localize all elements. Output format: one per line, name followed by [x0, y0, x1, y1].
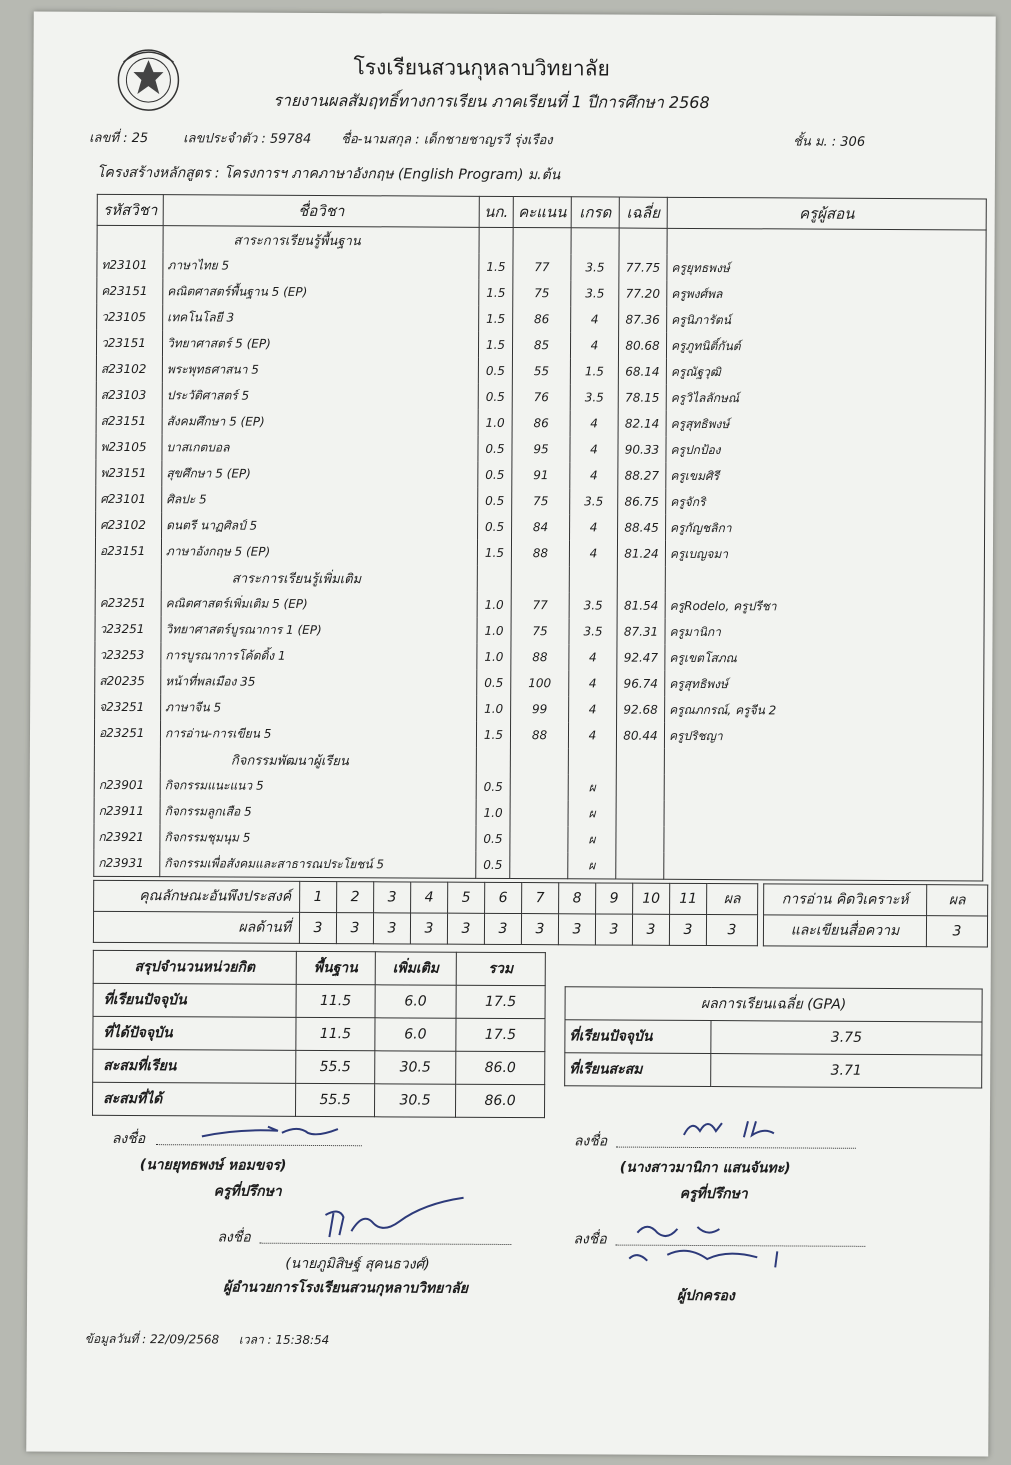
gpa-current-value: 3.75 — [711, 1021, 982, 1055]
cell-code: ก23921 — [94, 824, 160, 850]
cell-score: 86 — [512, 410, 570, 436]
empty-cell — [664, 749, 983, 777]
cell-avg: 88.45 — [618, 515, 666, 541]
gpa-table — [564, 986, 983, 1088]
cell-score — [510, 826, 568, 852]
cell-credit: 1.0 — [477, 592, 511, 618]
report-title: รายงานผลสัมฤทธิ์ทางการเรียน ภาคเรียนที่ 1 ปีการศึกษา 2568 — [273, 90, 710, 113]
cell-grade: 4 — [569, 644, 617, 670]
credits-value: 30.5 — [374, 1084, 455, 1117]
cell-grade: 3.5 — [569, 592, 617, 618]
cell-name: กิจกรรมลูกเสือ 5 — [160, 798, 476, 826]
cell-name: เทคโนโลยี 3 — [163, 304, 479, 332]
report-card-paper — [26, 11, 996, 1456]
cell-credit: 0.5 — [478, 436, 512, 462]
reading-result: 3 — [926, 916, 987, 947]
cell-name: ประวัติศาสตร์ 5 — [162, 382, 478, 410]
parent-role: ผู้ปกครอง — [677, 1287, 735, 1305]
cell-teacher — [664, 801, 983, 829]
sign-label-director: ลงชื่อ — [217, 1229, 251, 1246]
student-id: เลขประจำตัว : 59784 — [183, 131, 312, 147]
footer-time: เวลา : 15:38:54 — [238, 1332, 330, 1348]
empty-cell — [94, 746, 160, 772]
cell-name: วิทยาศาสตร์ 5 (EP) — [162, 330, 478, 358]
cell-name: กิจกรรมชุมนุม 5 — [160, 824, 476, 852]
cell-credit: 1.5 — [479, 280, 513, 306]
credits-value: 55.5 — [296, 1050, 375, 1083]
cell-avg: 81.54 — [617, 593, 665, 619]
cell-score: 88 — [511, 644, 569, 670]
empty-cell — [619, 228, 667, 255]
cell-grade: 4 — [569, 540, 617, 566]
cell-grade: ผ — [568, 774, 616, 800]
school-name: โรงเรียนสวนกุหลาบวิทยาลัย — [353, 55, 610, 81]
right-advisor-role: ครูที่ปรึกษา — [679, 1185, 748, 1203]
reading-label-line2: และเขียนสื่อความ — [763, 915, 926, 947]
grades-table-header — [97, 194, 986, 230]
cell-score: 76 — [512, 384, 570, 410]
cell-teacher: ครูสุทธิพงษ์ — [665, 671, 984, 699]
section-title: กิจกรรมพัฒนาผู้เรียน — [160, 746, 476, 774]
grades-header-cell: ชื่อวิชา — [163, 195, 479, 228]
credits-value: 17.5 — [456, 1018, 545, 1051]
grades-header-cell: รหัสวิชา — [97, 194, 163, 225]
cell-score: 88 — [511, 540, 569, 566]
gpa-cumulative-label: ที่เรียนสะสม — [565, 1053, 711, 1087]
cell-grade: 3.5 — [570, 384, 618, 410]
cell-code: ว23151 — [96, 330, 162, 356]
cell-score: 55 — [512, 358, 570, 384]
cell-name: กิจกรรมแนะแนว 5 — [160, 772, 476, 800]
cell-credit: 1.0 — [478, 410, 512, 436]
credits-value: 11.5 — [296, 1017, 375, 1050]
cell-credit: 0.5 — [478, 358, 512, 384]
cell-avg: 88.27 — [618, 463, 666, 489]
gpa-title: ผลการเรียนเฉลี่ย (GPA) — [565, 987, 982, 1022]
cell-name: สังคมศึกษา 5 (EP) — [162, 408, 478, 436]
cell-score: 88 — [510, 722, 568, 748]
empty-cell — [95, 564, 161, 590]
empty-cell — [571, 228, 619, 255]
cell-score: 77 — [513, 254, 571, 280]
credits-summary-table — [92, 950, 546, 1118]
cell-teacher: ครูปกป้อง — [666, 437, 985, 465]
characteristic-number: 11 — [670, 883, 707, 914]
sign-label-parent: ลงชื่อ — [573, 1231, 607, 1248]
cell-code: ก23911 — [94, 798, 160, 824]
cell-grade: 4 — [569, 670, 617, 696]
characteristic-result: 3 — [595, 914, 632, 945]
cell-code: ส23151 — [96, 408, 162, 434]
cell-code: อ23251 — [94, 720, 160, 746]
characteristic-number: 9 — [596, 883, 633, 914]
cell-credit: 0.5 — [478, 488, 512, 514]
section-title: สาระการเรียนรู้เพิ่มเติม — [161, 564, 477, 592]
cell-credit: 0.5 — [476, 826, 510, 852]
cell-teacher: ครูเขมศิรี — [666, 463, 985, 491]
cell-avg: 92.47 — [617, 645, 665, 671]
cell-name: คณิตศาสตร์พื้นฐาน 5 (EP) — [163, 278, 479, 306]
credits-row — [92, 1082, 544, 1117]
cell-avg: 80.44 — [616, 723, 664, 749]
cell-avg: 87.31 — [617, 619, 665, 645]
characteristics-summary: 3 — [706, 915, 757, 946]
cell-code: ว23253 — [95, 642, 161, 668]
cell-avg: 80.68 — [618, 333, 666, 359]
cell-avg — [616, 775, 664, 801]
cell-grade: 1.5 — [570, 358, 618, 384]
empty-cell — [569, 566, 617, 592]
cell-name: ศิลปะ 5 — [162, 486, 478, 514]
cell-teacher: ครูเบญจมา — [665, 541, 984, 569]
cell-score — [510, 800, 568, 826]
credits-value: 17.5 — [456, 985, 545, 1018]
cell-score: 84 — [512, 514, 570, 540]
cell-avg: 77.75 — [619, 255, 667, 281]
cell-avg: 78.15 — [618, 385, 666, 411]
cell-score: 77 — [511, 592, 569, 618]
cell-teacher: ครูภูทนิติ์กันต์ — [666, 333, 985, 361]
cell-score: 75 — [511, 618, 569, 644]
grades-table — [93, 194, 987, 882]
cell-name: การอ่าน-การเขียน 5 — [160, 720, 476, 748]
cell-teacher — [664, 775, 983, 803]
cell-grade: 3.5 — [569, 618, 617, 644]
cell-name: หน้าที่พลเมือง 35 — [161, 668, 477, 696]
cell-teacher: ครูจักริ — [666, 489, 985, 517]
empty-cell — [476, 748, 510, 774]
characteristic-number: 5 — [448, 882, 485, 913]
cell-credit: 0.5 — [478, 384, 512, 410]
cell-code: ว23105 — [97, 304, 163, 330]
characteristics-summary-header: ผล — [707, 884, 758, 915]
empty-cell — [616, 749, 664, 775]
characteristic-result: 3 — [447, 913, 484, 944]
cell-teacher: ครูเขตโสภณ — [665, 645, 984, 673]
empty-cell — [97, 225, 163, 252]
gpa-cumulative-value: 3.71 — [711, 1054, 982, 1088]
left-advisor-role: ครูที่ปรึกษา — [213, 1183, 282, 1200]
cell-name: ภาษาไทย 5 — [163, 252, 479, 280]
credits-row-label: ที่ได้ปัจจุบัน — [93, 1016, 296, 1050]
cell-teacher: ครูณภกรณ์, ครูจีน 2 — [665, 697, 984, 725]
characteristic-number: 1 — [300, 881, 337, 912]
cell-name: ภาษาอังกฤษ 5 (EP) — [161, 538, 477, 566]
characteristic-result: 3 — [484, 913, 521, 944]
right-advisor-name: (นางสาวมานิกา แสนจันทะ) — [619, 1159, 791, 1177]
left-advisor-name: (นายยุทธพงษ์ หอมขจร) — [139, 1157, 287, 1174]
cell-code: ส20235 — [95, 668, 161, 694]
characteristic-result: 3 — [558, 914, 595, 945]
cell-grade: 4 — [570, 514, 618, 540]
cell-grade: ผ — [568, 852, 616, 879]
cell-teacher: ครูกัญชลิกา — [666, 515, 985, 543]
cell-teacher — [664, 853, 983, 881]
cell-score: 86 — [513, 306, 571, 332]
school-emblem — [113, 42, 183, 114]
empty-cell — [479, 227, 513, 254]
cell-grade: 4 — [570, 462, 618, 488]
characteristic-result: 3 — [299, 912, 336, 943]
cell-code: อ23151 — [95, 538, 161, 564]
cell-grade: 3.5 — [570, 488, 618, 514]
credits-header-extra: เพิ่มเติม — [375, 952, 456, 985]
cell-avg — [616, 801, 664, 827]
cell-score: 91 — [512, 462, 570, 488]
cell-code: ท23101 — [97, 252, 163, 278]
cell-name: พระพุทธศาสนา 5 — [162, 356, 478, 384]
credits-header-basic: พื้นฐาน — [296, 951, 375, 984]
cell-score — [510, 774, 568, 800]
cell-credit: 0.5 — [476, 774, 510, 800]
cell-teacher — [664, 827, 983, 855]
cell-teacher: ครูวิไลลักษณ์ — [666, 385, 985, 413]
cell-name: วิทยาศาสตร์บูรณาการ 1 (EP) — [161, 616, 477, 644]
cell-teacher: ครูมานิกา — [665, 619, 984, 647]
credits-header-total: รวม — [456, 952, 545, 985]
cell-credit: 1.0 — [476, 800, 510, 826]
characteristic-number: 3 — [374, 882, 411, 913]
cell-code: ก23901 — [94, 772, 160, 798]
credits-row-label: ที่เรียนปัจจุบัน — [93, 983, 296, 1017]
characteristic-result: 3 — [336, 913, 373, 944]
grades-header-cell: คะแนน — [513, 197, 571, 228]
sign-label-left: ลงชื่อ — [111, 1130, 146, 1148]
student-number: เลขที่ : 25 — [89, 130, 149, 147]
signature-right — [678, 1113, 788, 1144]
director-role: ผู้อำนวยการโรงเรียนสวนกุหลาบวิทยาลัย — [223, 1279, 469, 1297]
cell-avg: 96.74 — [617, 671, 665, 697]
empty-cell — [477, 566, 511, 592]
characteristics-label: คุณลักษณะอันพึงประสงค์ — [94, 880, 300, 912]
grades-header-cell: เฉลี่ย — [619, 197, 667, 228]
cell-code: จ23251 — [95, 694, 161, 720]
cell-name: สุขศึกษา 5 (EP) — [162, 460, 478, 488]
cell-credit: 1.5 — [478, 332, 512, 358]
cell-credit: 1.5 — [477, 540, 511, 566]
table-row — [94, 850, 983, 881]
cell-code: พ23151 — [96, 460, 162, 486]
characteristics-result-label: ผลด้านที่ — [93, 911, 299, 943]
cell-credit: 0.5 — [478, 462, 512, 488]
cell-avg — [616, 827, 664, 853]
credits-row — [93, 1016, 545, 1051]
cell-code: ว23251 — [95, 616, 161, 642]
cell-teacher: ครูนิภารัตน์ — [667, 307, 986, 335]
cell-teacher: ครูสุทธิพงษ์ — [666, 411, 985, 439]
section-title: สาระการเรียนรู้พื้นฐาน — [163, 226, 479, 254]
characteristic-result: 3 — [521, 914, 558, 945]
cell-score: 85 — [512, 332, 570, 358]
cell-name: คณิตศาสตร์เพิ่มเติม 5 (EP) — [161, 590, 477, 618]
cell-avg: 77.20 — [619, 281, 667, 307]
cell-avg: 68.14 — [618, 359, 666, 385]
cell-grade: 4 — [570, 410, 618, 436]
cell-code: ก23931 — [94, 850, 160, 877]
characteristics-table — [93, 880, 758, 946]
cell-credit: 1.0 — [477, 696, 511, 722]
characteristic-number: 4 — [411, 882, 448, 913]
grades-header-cell: เกรด — [571, 197, 619, 228]
cell-code: ค23151 — [97, 278, 163, 304]
cell-credit: 1.0 — [477, 618, 511, 644]
credits-row — [93, 1049, 545, 1084]
cell-avg: 87.36 — [619, 307, 667, 333]
cell-code: ส23103 — [96, 382, 162, 408]
cell-score: 100 — [511, 670, 569, 696]
cell-avg: 90.33 — [618, 437, 666, 463]
student-class: ชั้น ม. : 306 — [793, 134, 866, 150]
cell-code: ส23102 — [96, 356, 162, 382]
credits-value: 30.5 — [375, 1051, 456, 1084]
cell-score — [510, 852, 568, 879]
director-name: (นายภูมิสิษฐ์ สุคนธวงศ์) — [285, 1255, 430, 1273]
cell-name: บาสเกตบอล — [162, 434, 478, 462]
cell-name: กิจกรรมเพื่อสังคมและสาธารณประโยชน์ 5 — [160, 850, 476, 878]
reading-header: ผล — [927, 885, 988, 916]
cell-teacher: ครูปริชญา — [664, 723, 983, 751]
credits-row-label: สะสมที่ได้ — [92, 1082, 295, 1116]
characteristic-number: 7 — [522, 883, 559, 914]
cell-credit: 0.5 — [477, 670, 511, 696]
student-name: ชื่อ-นามสกุล : เด็กชายชาญรวี รุ่งเรือง — [341, 132, 553, 149]
cell-code: ศ23101 — [96, 486, 162, 512]
cell-avg: 82.14 — [618, 411, 666, 437]
empty-cell — [617, 567, 665, 593]
cell-avg: 92.68 — [617, 697, 665, 723]
credits-row — [93, 983, 545, 1018]
cell-avg — [616, 853, 664, 880]
cell-teacher: ครูRodelo, ครูปรีชา — [665, 593, 984, 621]
credits-value: 11.5 — [296, 984, 375, 1017]
characteristic-number: 2 — [337, 882, 374, 913]
cell-grade: 3.5 — [571, 280, 619, 306]
cell-credit: 0.5 — [476, 852, 510, 879]
credits-row-label: สะสมที่เรียน — [93, 1049, 296, 1083]
cell-credit: 0.5 — [478, 514, 512, 540]
characteristic-result: 3 — [410, 913, 447, 944]
cell-grade: 4 — [570, 332, 618, 358]
cell-grade: 3.5 — [571, 254, 619, 280]
empty-cell — [568, 748, 616, 774]
cell-credit: 1.5 — [479, 254, 513, 280]
cell-credit: 1.0 — [477, 644, 511, 670]
cell-grade: 4 — [570, 436, 618, 462]
cell-teacher: ครูพงศ์พล — [667, 281, 986, 309]
cell-grade: ผ — [568, 800, 616, 826]
cell-score: 95 — [512, 436, 570, 462]
characteristic-result: 3 — [373, 913, 410, 944]
credits-value: 86.0 — [455, 1084, 544, 1117]
empty-cell — [510, 748, 568, 774]
characteristic-result: 3 — [632, 914, 669, 945]
cell-code: ค23251 — [95, 590, 161, 616]
gpa-current-label: ที่เรียนปัจจุบัน — [565, 1020, 711, 1054]
signature-left — [198, 1116, 348, 1147]
empty-cell — [511, 566, 569, 592]
cell-grade: 4 — [571, 306, 619, 332]
footer-date: ข้อมูลวันที่ : 22/09/2568 — [84, 1331, 220, 1347]
cell-score: 75 — [513, 280, 571, 306]
characteristic-number: 10 — [633, 883, 670, 914]
reading-label-line1: การอ่าน คิดวิเคราะห์ — [764, 884, 927, 916]
cell-code: ศ23102 — [96, 512, 162, 538]
characteristic-number: 8 — [559, 883, 596, 914]
cell-credit: 1.5 — [476, 722, 510, 748]
cell-grade: ผ — [568, 826, 616, 852]
cell-score: 99 — [511, 696, 569, 722]
cell-name: ภาษาจีน 5 — [161, 694, 477, 722]
grades-header-cell: นก. — [479, 196, 513, 227]
characteristic-result: 3 — [669, 914, 706, 945]
cell-teacher: ครูยุทธพงษ์ — [667, 255, 986, 283]
cell-credit: 1.5 — [479, 306, 513, 332]
credits-value: 6.0 — [375, 1018, 456, 1051]
cell-score: 75 — [512, 488, 570, 514]
credits-value: 55.5 — [295, 1083, 374, 1116]
grades-header-cell: ครูผู้สอน — [667, 197, 986, 230]
credits-summary-title: สรุปจำนวนหน่วยกิต — [93, 950, 296, 984]
credits-value: 86.0 — [456, 1051, 545, 1084]
characteristic-number: 6 — [485, 882, 522, 913]
cell-avg: 81.24 — [617, 541, 665, 567]
cell-teacher: ครูณัฐวุฒิ — [666, 359, 985, 387]
empty-cell — [665, 567, 984, 595]
cell-code: พ23105 — [96, 434, 162, 460]
cell-name: ดนตรี นาฏศิลป์ 5 — [162, 512, 478, 540]
empty-cell — [667, 228, 986, 256]
signature-parent — [627, 1215, 807, 1276]
credits-value: 6.0 — [375, 985, 456, 1018]
cell-name: การบูรณาการโค้ดดิ้ง 1 — [161, 642, 477, 670]
curriculum: โครงสร้างหลักสูตร : โครงการฯ ภาคภาษาอังกฤษ (English Program) ม.ต้น — [96, 164, 561, 184]
cell-grade: 4 — [569, 696, 617, 722]
empty-cell — [513, 228, 571, 255]
signature-director — [303, 1193, 473, 1244]
cell-grade: 4 — [568, 722, 616, 748]
cell-avg: 86.75 — [618, 489, 666, 515]
sign-label-right: ลงชื่อ — [573, 1133, 608, 1150]
reading-table — [763, 883, 988, 947]
